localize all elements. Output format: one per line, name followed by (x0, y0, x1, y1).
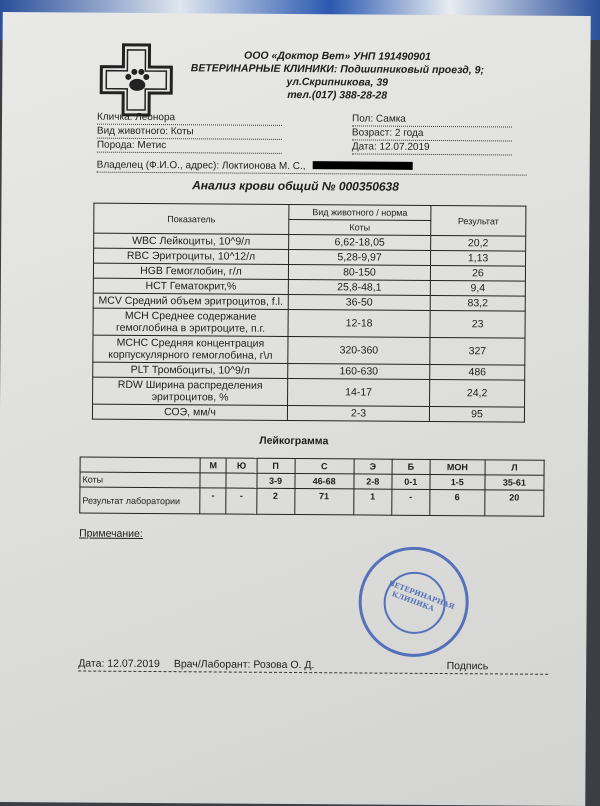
leuko-norm-cell: 2-8 (354, 474, 392, 489)
result-cell: 83,2 (430, 295, 525, 311)
leuko-norm-cell: 0-1 (392, 474, 430, 489)
result-cell: 1,13 (431, 250, 526, 266)
leuko-col-header: П (257, 458, 295, 473)
note-label: Примечание: (79, 527, 143, 540)
leuko-col-header: Б (392, 459, 430, 474)
result-cell: 23 (430, 310, 525, 338)
leuko-result-cell: - (392, 489, 430, 515)
norm-cell: 12-18 (288, 309, 430, 337)
norm-cell: 14-17 (288, 378, 430, 406)
pet-name: Кличка: Леонора (97, 112, 282, 126)
parameter-cell: MCH Среднее содержание гемоглобина в эритроците, п.г. (93, 308, 288, 336)
norm-cell: 25,8-48,1 (288, 279, 430, 295)
norm-cell: 80-150 (288, 264, 430, 280)
leuko-result-cell: - (200, 488, 227, 514)
blood-row (93, 377, 525, 407)
clinic-stamp (358, 546, 469, 657)
norm-cell: 6,62-18,05 (289, 234, 431, 250)
leuko-col-header: Ю (226, 458, 256, 473)
stamp-area (0, 544, 587, 660)
leuko-norm-cell (200, 473, 226, 488)
pet-breed: Порода: Метис (97, 140, 282, 154)
norm-cell: 5,28-9,97 (289, 249, 431, 265)
clinic-logo-cross-paw-icon (99, 43, 174, 118)
result-cell: 95 (429, 406, 524, 422)
clinic-phone: тел.(017) 388-28-28 (287, 88, 388, 102)
result-cell: 26 (430, 265, 525, 281)
test-date: Дата: 12.07.2019 (352, 141, 512, 155)
pet-age: Возраст: 2 года (352, 127, 512, 141)
leuko-col-header: М (200, 458, 226, 473)
leuko-result-cell: 2 (256, 488, 294, 514)
blood-row (92, 404, 524, 422)
pet-sex: Пол: Самка (352, 113, 512, 127)
parameter-cell: MCHC Средняя концентрация корпускулярного гемоглобина, г\л (93, 335, 288, 363)
leukogram-title: Лейкограмма (259, 434, 329, 448)
footer-date: Дата: 12.07.2019 (78, 657, 160, 671)
result-cell: 486 (430, 364, 525, 380)
parameter-cell: RBC Эритроциты, 10^12/л (94, 248, 289, 264)
norm-cell: 320-360 (288, 336, 430, 364)
redacted-address (312, 161, 412, 170)
leuko-norm-cell: 35-61 (485, 475, 544, 490)
blood-row (93, 308, 525, 338)
leuko-norm-cell: 3-9 (256, 473, 294, 488)
header-parameter: Показатель (94, 203, 289, 234)
result-cell: 20,2 (431, 235, 526, 251)
leuko-norm-label: Коты (80, 472, 200, 488)
header-norm: Вид животного / норма (289, 204, 431, 220)
document-body (0, 202, 589, 675)
leuko-result-cell: 6 (430, 489, 485, 515)
norm-cell: 2-3 (287, 405, 429, 421)
leuko-norm-cell: 1-5 (430, 474, 485, 489)
header-result: Результат (431, 205, 526, 236)
result-cell: 327 (430, 337, 525, 365)
analysis-title: Анализ крови общий № 000350638 (192, 178, 399, 194)
clinic-address: ВЕТЕРИНАРНЫЕ КЛИНИКИ: Подшипниковый проезд, 9; (190, 62, 485, 77)
header-species: Коты (289, 219, 431, 235)
parameter-cell: RDW Ширина распределения эритроцитов, % (93, 377, 288, 405)
leuko-result-cell: 1 (354, 489, 392, 515)
leuko-result-cell: - (226, 488, 256, 514)
blood-test-table (92, 203, 527, 423)
parameter-cell: HGB Гемоглобин, г/л (93, 263, 288, 279)
footer-doctor: Врач/Лаборант: Розова О. Д. (173, 658, 315, 672)
parameter-cell: СОЭ, мм/ч (92, 404, 287, 420)
norm-cell: 36-50 (288, 294, 430, 310)
leuko-col-header: Л (485, 460, 544, 475)
owner-label: Владелец (Ф.И.О., адрес): Локтионова М. С., (96, 159, 306, 173)
blood-row (93, 335, 525, 365)
clinic-street: ул.Скрипникова, 39 (286, 75, 389, 89)
leuko-norm-cell (226, 473, 256, 488)
result-cell: 24,2 (430, 379, 525, 407)
norm-cell: 160-630 (288, 363, 430, 379)
leuko-norm-cell: 46-68 (295, 474, 354, 489)
leuko-col-header: Э (354, 459, 392, 474)
clinic-name: ООО «Доктор Вет» УНП 191490901 (244, 49, 431, 63)
footer-signature: Подпись (446, 660, 489, 673)
leuko-result-label: Результат лаборатории (80, 487, 200, 514)
parameter-cell: PLT Тромбоциты, 10^9/л (93, 362, 288, 378)
leuko-result-cell: 71 (294, 489, 353, 515)
owner (97, 160, 527, 176)
stamp-inner-text: ВЕТЕРИНАРНАЯ КЛИНИКА (387, 578, 457, 614)
leuko-result-cell: 20 (484, 490, 543, 516)
leuko-col-header: МОН (430, 459, 485, 474)
parameter-cell: HCT Гематокрит,% (93, 278, 288, 294)
leuko-corner (80, 457, 200, 473)
result-cell: 9,4 (430, 280, 525, 296)
pet-species: Вид животного: Коты (97, 126, 282, 140)
blood-test-document (0, 12, 591, 806)
parameter-cell: WBC Лейкоциты, 10^9/л (94, 233, 289, 249)
parameter-cell: MCV Средний объем эритроцитов, f.l. (93, 293, 288, 309)
leukogram-table (79, 457, 544, 517)
leuko-col-header: С (295, 459, 354, 474)
clinic-header (172, 49, 502, 103)
